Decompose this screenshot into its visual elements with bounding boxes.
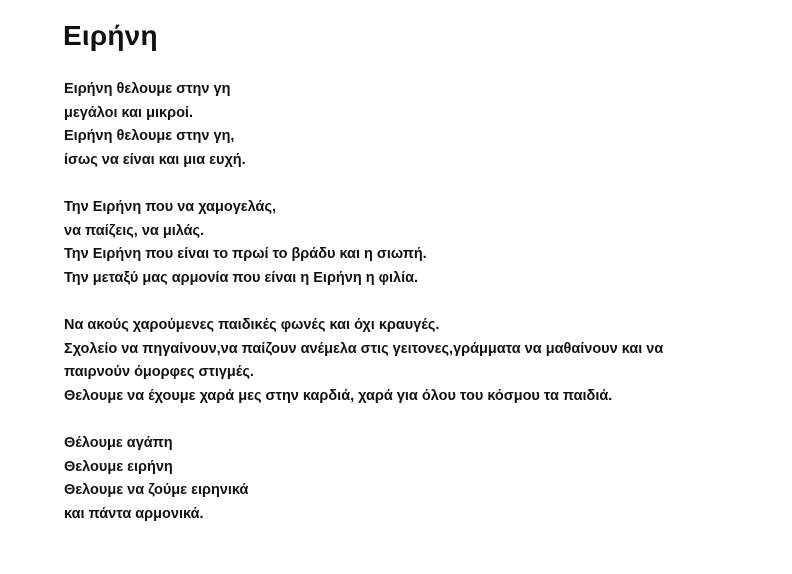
poem-line: μεγάλοι και μικροί.: [64, 104, 193, 121]
poem-line: ίσως να είναι και μια ευχή.: [64, 151, 246, 168]
poem-line: Θελουμε ειρήνη: [64, 458, 173, 475]
poem-line: Ειρήνη θελουμε στην γη: [64, 81, 231, 97]
poem-line: Σχολείο να πηγαίνουν,να παίζουν ανέμελα στις γειτονες,γράμματα να μαθαίνουν και να: [64, 340, 664, 357]
stanza-1: [64, 78, 779, 172]
poem-line: Θέλουμε αγάπη: [64, 435, 173, 451]
poem-line: Θελουμε να έχουμε χαρά μες στην καρδιά, χαρά για όλου του κόσμου τα παιδιά.: [64, 387, 613, 404]
poem-line: Να ακούς χαρούμενες παιδικές φωνές και όχι κραυγές.: [64, 317, 440, 333]
stanza-2: [64, 196, 779, 290]
poem-body: [64, 78, 779, 550]
poem-line: Την Ειρήνη που να χαμογελάς,: [64, 199, 277, 215]
poem-line: Την Ειρήνη που είναι το πρωί το βράδυ και η σιωπή.: [64, 246, 427, 262]
poem-line: και πάντα αρμονικά.: [64, 505, 204, 522]
poem-line: Θελουμε να ζούμε ειρηνικά: [64, 482, 249, 498]
stanza-3: [64, 314, 779, 408]
poem-line: παιρνούν όμορφες στιγμές.: [64, 364, 254, 380]
poem-line: να παίζεις, να μιλάς.: [64, 222, 205, 239]
poem-title: Ειρήνη: [63, 20, 158, 51]
stanza-4: [64, 432, 779, 526]
poem-line: Την μεταξύ μας αρμονία που είναι η Ειρήνη η φιλία.: [64, 269, 419, 286]
poem-line: Ειρήνη θελουμε στην γη,: [64, 128, 235, 144]
